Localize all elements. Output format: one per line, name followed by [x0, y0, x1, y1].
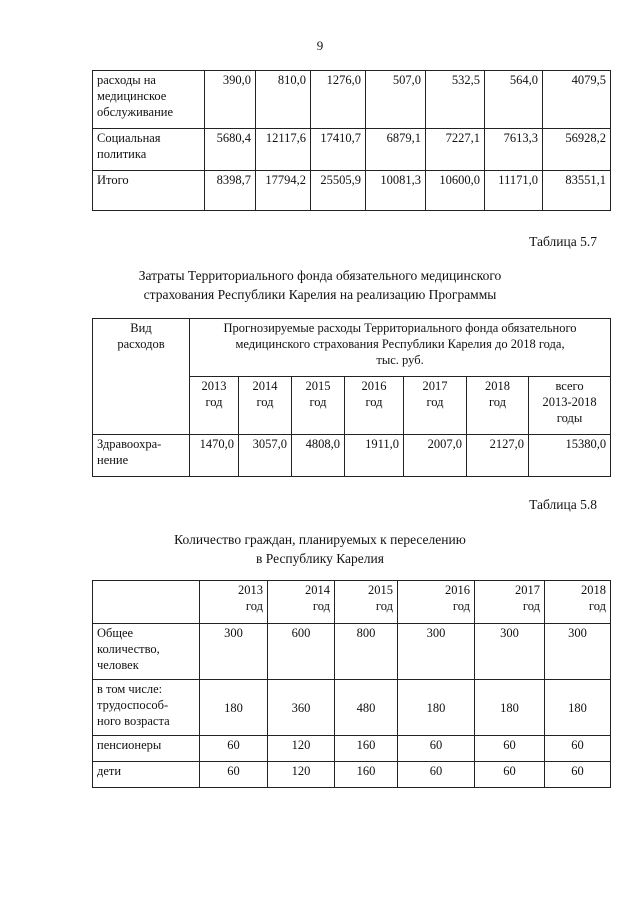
cell: 17410,7	[311, 129, 366, 171]
table-row	[93, 680, 611, 736]
column-header: Вид расходов	[93, 319, 190, 435]
cell: 564,0	[485, 71, 543, 129]
cell: 120	[268, 762, 335, 788]
cell: 180	[475, 680, 545, 736]
row-label: в том числе: трудоспособ- ного возраста	[93, 680, 200, 736]
cell: 507,0	[366, 71, 426, 129]
row-label: Итого	[93, 171, 205, 211]
table-caption: Таблица 5.7	[529, 234, 597, 249]
year-header: 2017 год	[475, 581, 545, 624]
cell: 120	[268, 736, 335, 762]
empty-header	[93, 581, 200, 624]
cell: 300	[545, 624, 611, 680]
row-label: пенсионеры	[93, 736, 200, 762]
cell: 300	[200, 624, 268, 680]
cell: 532,5	[426, 71, 485, 129]
cell: 160	[335, 762, 398, 788]
cell: 2127,0	[467, 435, 529, 477]
cell: 390,0	[205, 71, 256, 129]
cell: 15380,0	[529, 435, 611, 477]
year-header: 2013 год	[190, 377, 239, 435]
year-header: 2014 год	[239, 377, 292, 435]
cell: 1276,0	[311, 71, 366, 129]
cell: 4079,5	[543, 71, 611, 129]
cell: 17794,2	[256, 171, 311, 211]
cell: 60	[475, 762, 545, 788]
cell: 180	[545, 680, 611, 736]
cell: 10081,3	[366, 171, 426, 211]
year-header: 2016 год	[345, 377, 404, 435]
cell: 4808,0	[292, 435, 345, 477]
cell: 12117,6	[256, 129, 311, 171]
cell: 2007,0	[404, 435, 467, 477]
cell: 300	[398, 624, 475, 680]
cell: 7227,1	[426, 129, 485, 171]
table-row	[93, 762, 611, 788]
cell: 180	[200, 680, 268, 736]
table-row	[93, 171, 611, 211]
cell: 7613,3	[485, 129, 543, 171]
cell: 60	[475, 736, 545, 762]
year-header: 2016 год	[398, 581, 475, 624]
cell: 3057,0	[239, 435, 292, 477]
row-label: Социальная политика	[93, 129, 205, 171]
cell: 56928,2	[543, 129, 611, 171]
year-header: 2013 год	[200, 581, 268, 624]
group-header: Прогнозируемые расходы Территориального фонда обязательного медицинского страхования Республики Карелия до 2018 года, тыс. руб.	[190, 319, 611, 377]
cell: 11171,0	[485, 171, 543, 211]
year-header: 2018 год	[545, 581, 611, 624]
table-header-row	[93, 581, 611, 624]
cell: 300	[475, 624, 545, 680]
row-label: расходы на медицинское обслуживание	[93, 71, 205, 129]
page-number: 9	[316, 38, 324, 53]
table-header-row	[93, 319, 611, 377]
row-label: дети	[93, 762, 200, 788]
cell: 600	[268, 624, 335, 680]
cell: 810,0	[256, 71, 311, 129]
cell: 8398,7	[205, 171, 256, 211]
cell: 60	[545, 762, 611, 788]
cell: 1911,0	[345, 435, 404, 477]
cell: 60	[200, 762, 268, 788]
year-header: 2015 год	[292, 377, 345, 435]
year-header: 2017 год	[404, 377, 467, 435]
table-row	[93, 435, 611, 477]
cell: 180	[398, 680, 475, 736]
total-header: всего 2013-2018 годы	[529, 377, 611, 435]
table-title: Количество граждан, планируемых к переселению в Республику Карелия	[174, 532, 466, 566]
cell: 1470,0	[190, 435, 239, 477]
cell: 6879,1	[366, 129, 426, 171]
row-label: Общее количество, человек	[93, 624, 200, 680]
row-label: Здравоохра- нение	[93, 435, 190, 477]
table-caption: Таблица 5.8	[529, 497, 597, 512]
table-title: Затраты Территориального фонда обязательного медицинского страхования Республики Карелия на реализацию Программы	[138, 268, 502, 302]
year-header: 2018 год	[467, 377, 529, 435]
cell: 25505,9	[311, 171, 366, 211]
cell: 5680,4	[205, 129, 256, 171]
year-header: 2015 год	[335, 581, 398, 624]
cell: 480	[335, 680, 398, 736]
cell: 60	[545, 736, 611, 762]
table-row	[93, 129, 611, 171]
table-row	[93, 736, 611, 762]
table-continued	[92, 70, 611, 211]
cell: 800	[335, 624, 398, 680]
cell: 83551,1	[543, 171, 611, 211]
cell: 10600,0	[426, 171, 485, 211]
cell: 160	[335, 736, 398, 762]
cell: 60	[398, 762, 475, 788]
table-row	[93, 624, 611, 680]
cell: 60	[200, 736, 268, 762]
year-header: 2014 год	[268, 581, 335, 624]
cell: 60	[398, 736, 475, 762]
table-5-8	[92, 580, 611, 788]
table-row	[93, 71, 611, 129]
cell: 360	[268, 680, 335, 736]
table-5-7	[92, 318, 611, 477]
